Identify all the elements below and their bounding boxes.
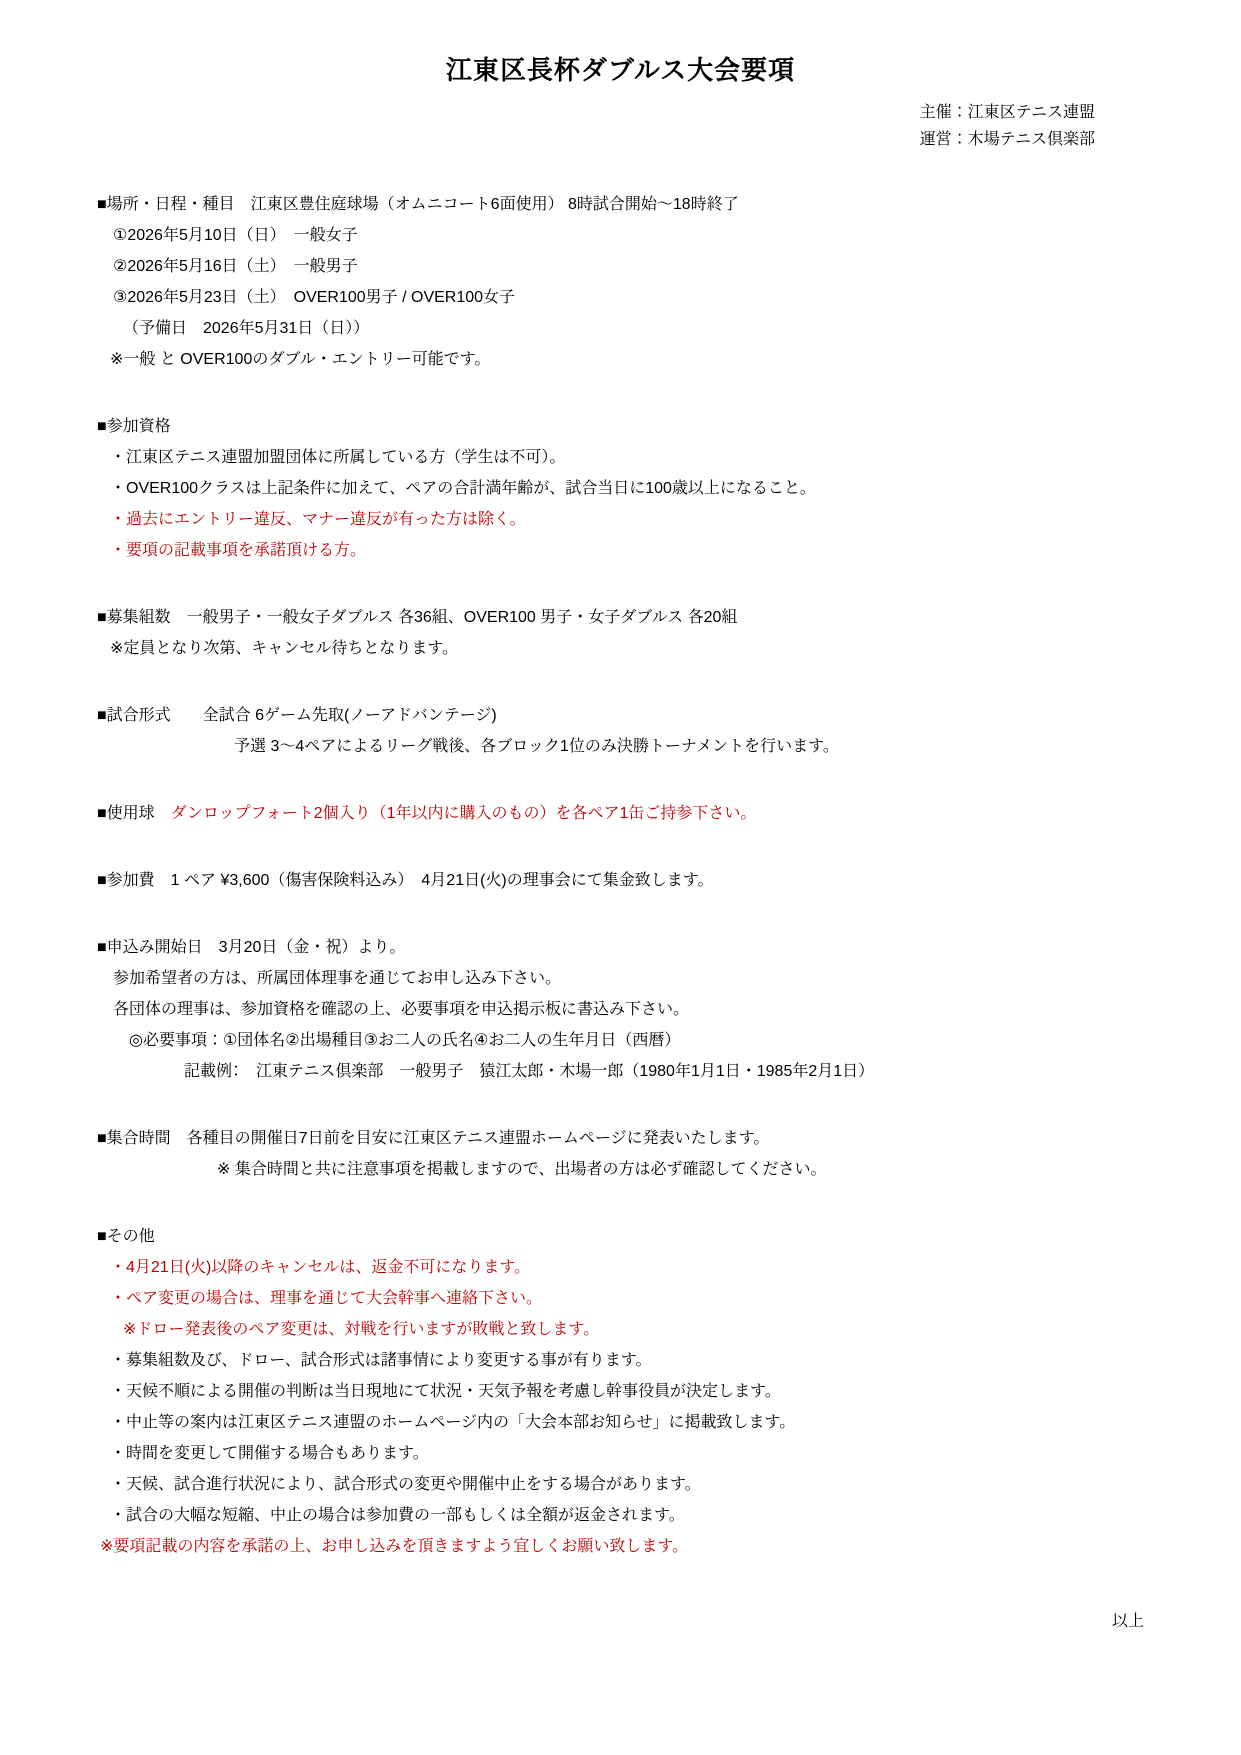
text-segment: ※要項記載の内容を承諾の上、お申し込みを頂きますよう宜しくお願い致します。: [100, 1538, 689, 1555]
document-line: [97, 1438, 1181, 1469]
text-segment: ・中止等の案内は江東区テニス連盟のホームページ内の「大会本部お知らせ」に掲載致します。: [110, 1414, 796, 1431]
document-line: [97, 1025, 1181, 1056]
text-segment: 予選 3～4ペアによるリーグ戦後、各ブロック1位のみ決勝トーナメントを行います。: [234, 738, 839, 755]
document-line: [97, 1531, 1181, 1562]
document-line: [97, 251, 1181, 282]
document-line: [97, 1252, 1181, 1283]
document-line: [97, 994, 1181, 1025]
section-eligibility: [97, 411, 1181, 566]
text-segment: ■参加資格: [97, 418, 171, 435]
document-line: [97, 932, 1181, 963]
text-segment: ■場所・日程・種目 江東区豊住庭球場（オムニコート6面使用） 8時試合開始～18時終了: [97, 196, 739, 213]
section-application: [97, 932, 1181, 1087]
page-title: 江東区長杯ダブルス大会要項: [445, 55, 796, 85]
document-line: [97, 1469, 1181, 1500]
document-line: [97, 633, 1181, 664]
document-line: [97, 1283, 1181, 1314]
text-segment: ②2026年5月16日（土） 一般男子: [113, 258, 358, 275]
document-line: [97, 504, 1181, 535]
document-line: [97, 220, 1181, 251]
document-line: [97, 602, 1181, 633]
text-segment: ・4月21日(火)以降のキャンセルは、返金不可になります。: [110, 1259, 531, 1276]
text-segment: ※ドロー発表後のペア変更は、対戦を行いますが敗戦と致します。: [123, 1321, 600, 1338]
text-segment: ■その他: [97, 1228, 155, 1245]
text-segment: ・天候、試合進行状況により、試合形式の変更や開催中止をする場合があります。: [110, 1476, 701, 1493]
document-line: [97, 411, 1181, 442]
text-segment: ■試合形式 全試合 6ゲーム先取(ノーアドバンテージ): [97, 707, 497, 724]
text-segment: ・ペア変更の場合は、理事を通じて大会幹事へ連絡下さい。: [110, 1290, 543, 1307]
text-segment: ・OVER100クラスは上記条件に加えて、ペアの合計満年齢が、試合当日に100歳以上になること。: [110, 480, 816, 497]
section-meeting-time: [97, 1123, 1181, 1185]
text-segment: ・要項の記載事項を承諾頂ける方。: [110, 542, 367, 559]
document-line: [97, 1500, 1181, 1531]
text-segment: ■使用球: [97, 805, 171, 822]
text-segment: ・試合の大幅な短縮、中止の場合は参加費の一部もしくは全額が返金されます。: [110, 1507, 685, 1524]
document-line: [97, 1154, 1181, 1185]
text-segment: ※定員となり次第、キャンセル待ちとなります。: [110, 640, 459, 657]
text-segment: ・過去にエントリー違反、マナー違反が有った方は除く。: [110, 511, 526, 528]
document-line: [97, 1123, 1181, 1154]
organizer-line: 主催：江東区テニス連盟: [919, 104, 1095, 121]
text-segment: ■参加費 1 ペア ¥3,600（傷害保険料込み） 4月21日(火)の理事会にて集金致します。: [97, 872, 714, 889]
text-segment: ③2026年5月23日（土） OVER100男子 / OVER100女子: [113, 289, 516, 306]
text-segment: ・時間を変更して開催する場合もあります。: [110, 1445, 429, 1462]
document-line: [97, 798, 1181, 829]
document-line: [97, 442, 1181, 473]
closing-line: 以上: [1111, 1613, 1144, 1630]
text-segment: ■集合時間 各種目の開催日7日前を目安に江東区テニス連盟ホームページに発表いたします。: [97, 1130, 770, 1147]
document-line: [97, 473, 1181, 504]
text-segment: ダンロップフォート2個入り（1年以内に購入のもの）を各ペア1缶ご持参下さい。: [170, 805, 757, 822]
text-segment: 記載例： 江東テニス倶楽部 一般男子 猿江太郎・木場一郎（1980年1月1日・1985年2月1日）: [184, 1063, 875, 1080]
document-line: [97, 1056, 1181, 1087]
section-others: [97, 1221, 1181, 1562]
document-line: [97, 344, 1181, 375]
text-segment: ①2026年5月10日（日） 一般女子: [113, 227, 358, 244]
section-match-format: [97, 700, 1181, 762]
text-segment: ・天候不順による開催の判断は当日現地にて状況・天気予報を考慮し幹事役員が決定します。: [110, 1383, 781, 1400]
text-segment: ・江東区テニス連盟加盟団体に所属している方（学生は不可）。: [110, 449, 566, 466]
text-segment: ■募集組数 一般男子・一般女子ダブルス 各36組、OVER100 男子・女子ダブルス 各20組: [97, 609, 738, 626]
document-line: [97, 700, 1181, 731]
text-segment: ■申込み開始日 3月20日（金・祝）より。: [97, 939, 406, 956]
document-line: [97, 189, 1181, 220]
text-segment: ◎必要事項：①団体名②出場種目③お二人の氏名④お二人の生年月日（西暦）: [129, 1032, 681, 1049]
document-line: [97, 963, 1181, 994]
operator-line: 運営：木場テニス倶楽部: [919, 131, 1095, 148]
text-segment: ・募集組数及び、ドロー、試合形式は諸事情により変更する事が有ります。: [110, 1352, 652, 1369]
document-line: [97, 1376, 1181, 1407]
organizer-block: [920, 99, 1095, 153]
section-balls: [97, 798, 1181, 829]
document-line: [97, 731, 1181, 762]
text-segment: 参加希望者の方は、所属団体理事を通じてお申し込み下さい。: [113, 970, 562, 987]
document-line: [97, 1345, 1181, 1376]
document-line: [97, 1407, 1181, 1438]
document-line: [97, 313, 1181, 344]
text-segment: ※一般 と OVER100のダブル・エントリー可能です。: [110, 351, 491, 368]
section-place-schedule-events: [97, 189, 1181, 375]
text-segment: ※ 集合時間と共に注意事項を掲載しますので、出場者の方は必ず確認してください。: [217, 1161, 827, 1178]
document-line: [97, 1221, 1181, 1252]
document-body: [0, 153, 1241, 1562]
text-segment: （予備日 2026年5月31日（日））: [123, 320, 370, 337]
section-number-of-pairs: [97, 602, 1181, 664]
document-line: [97, 1314, 1181, 1345]
text-segment: 各団体の理事は、参加資格を確認の上、必要事項を申込掲示板に書込み下さい。: [113, 1001, 690, 1018]
document-line: [97, 535, 1181, 566]
section-entry-fee: [97, 865, 1181, 896]
document-line: [97, 282, 1181, 313]
document-line: [97, 865, 1181, 896]
